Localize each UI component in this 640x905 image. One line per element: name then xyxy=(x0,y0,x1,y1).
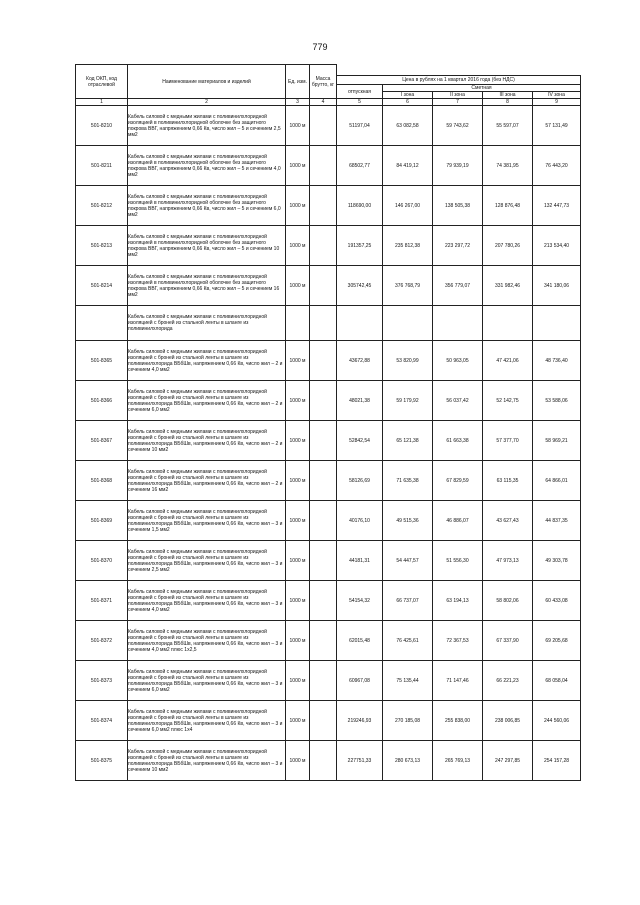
price-zone-4: 53 588,06 xyxy=(533,381,581,421)
price-zone-2: 71 147,46 xyxy=(433,661,483,701)
item-code: 501-8372 xyxy=(76,621,128,661)
price-zone-2: 51 556,30 xyxy=(433,541,483,581)
price-zone-4: 254 157,28 xyxy=(533,741,581,781)
price-release: 68502,77 xyxy=(337,146,383,186)
price-release: 58126,69 xyxy=(337,461,383,501)
item-name: Кабель силовой с медными жилами с поливинилхлоридной изоляцией в поливинилхлоридной оболочке без защитного покрова ВВГ, напряжением 0,66 Кв, число жил – 5 и сечением 2,5 мм2 xyxy=(128,106,286,146)
item-name: Кабель силовой с медными жилами с поливинилхлоридной изоляцией с броней из стальной ленты в шланге из поливинилхлорида ВБбШв, напряжением 0,66 Кв, число жил – 2 и сечением 6,0 мм2 xyxy=(128,381,286,421)
column-index: 5 xyxy=(337,99,383,106)
price-zone-1: 65 121,38 xyxy=(383,421,433,461)
price-zone-1: 84 419,12 xyxy=(383,146,433,186)
item-mass xyxy=(310,186,337,226)
price-zone-4: 244 560,06 xyxy=(533,701,581,741)
item-code: 501-8368 xyxy=(76,461,128,501)
item-code: 501-8367 xyxy=(76,421,128,461)
price-release: 60967,08 xyxy=(337,661,383,701)
column-index: 9 xyxy=(533,99,581,106)
header-release: отпускная xyxy=(337,85,383,99)
price-zone-3: 66 221,23 xyxy=(483,661,533,701)
price-zone-3: 43 627,43 xyxy=(483,501,533,541)
item-name: Кабель силовой с медными жилами с поливинилхлоридной изоляцией с броней из стальной ленты в шланге из поливинилхлорида ВБбШв, напряжением 0,66 Кв, число жил – 3 и сечением 2,5 мм2 xyxy=(128,541,286,581)
item-mass xyxy=(310,146,337,186)
price-zone-4: 64 866,01 xyxy=(533,461,581,501)
price-zone-2: 50 963,05 xyxy=(433,341,483,381)
price-release: 219246,93 xyxy=(337,701,383,741)
column-index: 4 xyxy=(310,99,337,106)
header-name: Наименование материалов и изделий xyxy=(128,65,286,99)
price-zone-4: 60 433,08 xyxy=(533,581,581,621)
header-zone-4: IV зона xyxy=(533,92,581,99)
item-name: Кабель силовой с медными жилами с поливинилхлоридной изоляцией с броней из стальной ленты в шланге из поливинилхлорида ВБбШв, напряжением 0,66 Кв, число жил – 2 и сечением 16 мм2 xyxy=(128,461,286,501)
item-mass xyxy=(310,306,337,341)
item-code: 501-8374 xyxy=(76,701,128,741)
item-unit: 1000 м xyxy=(286,341,310,381)
item-unit: 1000 м xyxy=(286,461,310,501)
item-code: 501-8211 xyxy=(76,146,128,186)
item-code: 501-8210 xyxy=(76,106,128,146)
item-name: Кабель силовой с медными жилами с поливинилхлоридной изоляцией с броней из стальной ленты в шланге из поливинилхлорида ВБбШв, напряжением 0,66 Кв, число жил – 3 и сечением 4,0 мм2 плюс 1х2,5 xyxy=(128,621,286,661)
item-unit: 1000 м xyxy=(286,421,310,461)
table-row xyxy=(76,341,581,381)
item-name: Кабель силовой с медными жилами с поливинилхлоридной изоляцией с броней из стальной ленты в шланге из поливинилхлорида ВБбШв, напряжением 0,66 Кв, число жил – 3 и сечением 6,0 мм2 плюс 1х4 xyxy=(128,701,286,741)
price-zone-1: 280 673,13 xyxy=(383,741,433,781)
table-body xyxy=(76,106,581,781)
table-row xyxy=(76,306,581,341)
price-zone-2: 59 743,62 xyxy=(433,106,483,146)
price-zone-2: 223 297,72 xyxy=(433,226,483,266)
price-zone-1: 146 267,00 xyxy=(383,186,433,226)
column-index: 7 xyxy=(433,99,483,106)
item-mass xyxy=(310,701,337,741)
item-mass xyxy=(310,461,337,501)
table-row xyxy=(76,186,581,226)
table-row xyxy=(76,541,581,581)
item-code: 501-8370 xyxy=(76,541,128,581)
header-mass: Масса брутто, кг xyxy=(310,65,337,99)
price-zone-3: 47 421,06 xyxy=(483,341,533,381)
price-release: 191357,25 xyxy=(337,226,383,266)
price-release: 227751,33 xyxy=(337,741,383,781)
price-zone-4: 341 180,06 xyxy=(533,266,581,306)
item-mass xyxy=(310,501,337,541)
item-unit: 1000 м xyxy=(286,741,310,781)
item-code: 501-8375 xyxy=(76,741,128,781)
item-code: 501-8365 xyxy=(76,341,128,381)
price-zone-3: 55 597,07 xyxy=(483,106,533,146)
table-row xyxy=(76,621,581,661)
item-name: Кабель силовой с медными жилами с поливинилхлоридной изоляцией с броней из стальной ленты в шланге из поливинилхлорида ВБбШв, напряжением 0,66 Кв, число жил – 2 и сечением 10 мм2 xyxy=(128,421,286,461)
price-zone-1: 71 635,38 xyxy=(383,461,433,501)
price-zone-3: 128 876,48 xyxy=(483,186,533,226)
price-zone-2: 356 779,07 xyxy=(433,266,483,306)
item-code: 501-8213 xyxy=(76,226,128,266)
price-release xyxy=(337,306,383,341)
item-unit: 1000 м xyxy=(286,146,310,186)
price-release: 305742,45 xyxy=(337,266,383,306)
price-zone-3: 238 006,85 xyxy=(483,701,533,741)
header-smetnaya: Сметная xyxy=(383,85,581,92)
price-zone-3: 331 982,46 xyxy=(483,266,533,306)
header-price-group: Цена в рублях на 1 квартал 2016 года (без НДС) xyxy=(337,76,581,85)
price-zone-1 xyxy=(383,306,433,341)
price-zone-2 xyxy=(433,306,483,341)
price-zone-3 xyxy=(483,306,533,341)
table-row xyxy=(76,741,581,781)
price-zone-4: 69 205,68 xyxy=(533,621,581,661)
price-release: 43672,88 xyxy=(337,341,383,381)
table-row xyxy=(76,461,581,501)
item-unit: 1000 м xyxy=(286,621,310,661)
price-zone-3: 247 297,85 xyxy=(483,741,533,781)
column-index: 6 xyxy=(383,99,433,106)
header-blank xyxy=(337,65,581,76)
price-zone-4: 44 837,35 xyxy=(533,501,581,541)
price-release: 54154,32 xyxy=(337,581,383,621)
header-zone-3: III зона xyxy=(483,92,533,99)
item-mass xyxy=(310,621,337,661)
price-zone-4 xyxy=(533,306,581,341)
item-mass xyxy=(310,661,337,701)
price-zone-2: 255 838,00 xyxy=(433,701,483,741)
item-unit: 1000 м xyxy=(286,226,310,266)
price-release: 48021,38 xyxy=(337,381,383,421)
column-index: 3 xyxy=(286,99,310,106)
header-code: Код ОКП, код отраслевой xyxy=(76,65,128,99)
item-name: Кабель силовой с медными жилами с поливинилхлоридной изоляцией с броней из стальной ленты в шланге из поливинилхлорида ВБбШв, напряжением 0,66 Кв, число жил – 3 и сечением 10 мм2 xyxy=(128,741,286,781)
header-zone-2: II зона xyxy=(433,92,483,99)
price-zone-2: 265 769,13 xyxy=(433,741,483,781)
price-zone-3: 63 115,35 xyxy=(483,461,533,501)
price-zone-1: 235 812,38 xyxy=(383,226,433,266)
table-row xyxy=(76,701,581,741)
item-name: Кабель силовой с медными жилами с поливинилхлоридной изоляцией с броней из стальной ленты в шланге из поливинилхлорида ВБбШв, напряжением 0,66 Кв, число жил – 3 и сечением 6,0 мм2 xyxy=(128,661,286,701)
price-zone-3: 58 802,06 xyxy=(483,581,533,621)
table-row xyxy=(76,146,581,186)
price-zone-3: 52 142,75 xyxy=(483,381,533,421)
item-unit: 1000 м xyxy=(286,701,310,741)
price-zone-1: 76 425,61 xyxy=(383,621,433,661)
item-unit: 1000 м xyxy=(286,106,310,146)
table-row xyxy=(76,661,581,701)
price-zone-1: 59 179,92 xyxy=(383,381,433,421)
item-unit: 1000 м xyxy=(286,581,310,621)
item-mass xyxy=(310,266,337,306)
item-unit xyxy=(286,306,310,341)
price-release: 52842,54 xyxy=(337,421,383,461)
item-code: 501-8371 xyxy=(76,581,128,621)
item-name: Кабель силовой с медными жилами с поливинилхлоридной изоляцией в поливинилхлоридной оболочке без защитного покрова ВВГ, напряжением 0,66 Кв, число жил – 5 и сечением 16 мм2 xyxy=(128,266,286,306)
price-zone-2: 63 194,13 xyxy=(433,581,483,621)
price-zone-1: 53 820,99 xyxy=(383,341,433,381)
table-row xyxy=(76,501,581,541)
column-index: 2 xyxy=(128,99,286,106)
item-code xyxy=(76,306,128,341)
item-unit: 1000 м xyxy=(286,381,310,421)
item-mass xyxy=(310,581,337,621)
item-unit: 1000 м xyxy=(286,186,310,226)
item-unit: 1000 м xyxy=(286,541,310,581)
price-zone-4: 49 303,78 xyxy=(533,541,581,581)
item-unit: 1000 м xyxy=(286,501,310,541)
table-row xyxy=(76,226,581,266)
price-release: 40176,10 xyxy=(337,501,383,541)
table-row xyxy=(76,266,581,306)
column-index: 8 xyxy=(483,99,533,106)
item-name: Кабель силовой с медными жилами с поливинилхлоридной изоляцией в поливинилхлоридной оболочке без защитного покрова ВВГ, напряжением 0,66 Кв, число жил – 5 и сечением 6,0 мм2 xyxy=(128,186,286,226)
price-zone-3: 207 780,26 xyxy=(483,226,533,266)
item-name: Кабель силовой с медными жилами с поливинилхлоридной изоляцией с броней из стальной ленты в шланге из поливинилхлорида ВБбШв, напряжением 0,66 Кв, число жил – 2 и сечением 4,0 мм2 xyxy=(128,341,286,381)
item-code: 501-8214 xyxy=(76,266,128,306)
table-row xyxy=(76,421,581,461)
price-zone-3: 57 377,70 xyxy=(483,421,533,461)
item-name: Кабель силовой с медными жилами с поливинилхлоридной изоляцией с броней из стальной ленты в шланге из поливинилхлорида xyxy=(128,306,286,341)
item-mass xyxy=(310,421,337,461)
item-mass xyxy=(310,341,337,381)
price-zone-3: 47 973,13 xyxy=(483,541,533,581)
price-zone-4: 213 534,40 xyxy=(533,226,581,266)
item-unit: 1000 м xyxy=(286,661,310,701)
item-code: 501-8212 xyxy=(76,186,128,226)
price-zone-1: 63 082,58 xyxy=(383,106,433,146)
item-mass xyxy=(310,741,337,781)
price-zone-4: 48 736,40 xyxy=(533,341,581,381)
item-code: 501-8373 xyxy=(76,661,128,701)
price-zone-1: 376 768,79 xyxy=(383,266,433,306)
item-name: Кабель силовой с медными жилами с поливинилхлоридной изоляцией с броней из стальной ленты в шланге из поливинилхлорида ВБбШв, напряжением 0,66 Кв, число жил – 3 и сечением 1,5 мм2 xyxy=(128,501,286,541)
price-release: 44181,31 xyxy=(337,541,383,581)
table-row xyxy=(76,381,581,421)
price-zone-4: 68 058,04 xyxy=(533,661,581,701)
header-unit: Ед. изм. xyxy=(286,65,310,99)
price-release: 118690,00 xyxy=(337,186,383,226)
price-zone-1: 66 737,07 xyxy=(383,581,433,621)
price-zone-1: 49 515,36 xyxy=(383,501,433,541)
price-zone-3: 67 337,90 xyxy=(483,621,533,661)
price-table xyxy=(75,64,581,781)
price-zone-2: 46 886,07 xyxy=(433,501,483,541)
item-unit: 1000 м xyxy=(286,266,310,306)
price-zone-1: 75 135,44 xyxy=(383,661,433,701)
item-mass xyxy=(310,226,337,266)
item-mass xyxy=(310,381,337,421)
item-name: Кабель силовой с медными жилами с поливинилхлоридной изоляцией в поливинилхлоридной оболочке без защитного покрова ВВГ, напряжением 0,66 Кв, число жил – 5 и сечением 10 мм2 xyxy=(128,226,286,266)
price-zone-2: 67 829,59 xyxy=(433,461,483,501)
price-zone-4: 132 447,73 xyxy=(533,186,581,226)
item-name: Кабель силовой с медными жилами с поливинилхлоридной изоляцией с броней из стальной ленты в шланге из поливинилхлорида ВБбШв, напряжением 0,66 Кв, число жил – 3 и сечением 4,0 мм2 xyxy=(128,581,286,621)
price-release: 62015,48 xyxy=(337,621,383,661)
item-mass xyxy=(310,106,337,146)
price-zone-4: 57 131,49 xyxy=(533,106,581,146)
price-zone-2: 56 037,42 xyxy=(433,381,483,421)
item-code: 501-8369 xyxy=(76,501,128,541)
price-zone-1: 54 447,57 xyxy=(383,541,433,581)
page-number: 779 xyxy=(312,42,328,52)
item-mass xyxy=(310,541,337,581)
price-zone-2: 138 505,38 xyxy=(433,186,483,226)
table-row xyxy=(76,106,581,146)
price-zone-3: 74 381,95 xyxy=(483,146,533,186)
table-header xyxy=(76,65,581,106)
price-zone-4: 76 443,20 xyxy=(533,146,581,186)
price-zone-2: 79 939,19 xyxy=(433,146,483,186)
item-code: 501-8366 xyxy=(76,381,128,421)
column-index: 1 xyxy=(76,99,128,106)
price-release: 51197,04 xyxy=(337,106,383,146)
price-zone-1: 270 185,08 xyxy=(383,701,433,741)
header-zone-1: I зона xyxy=(383,92,433,99)
column-index-row xyxy=(76,99,581,106)
price-zone-4: 58 969,21 xyxy=(533,421,581,461)
item-name: Кабель силовой с медными жилами с поливинилхлоридной изоляцией в поливинилхлоридной оболочке без защитного покрова ВВГ, напряжением 0,66 Кв, число жил – 5 и сечением 4,0 мм2 xyxy=(128,146,286,186)
price-zone-2: 72 367,53 xyxy=(433,621,483,661)
price-zone-2: 61 663,38 xyxy=(433,421,483,461)
table-row xyxy=(76,581,581,621)
